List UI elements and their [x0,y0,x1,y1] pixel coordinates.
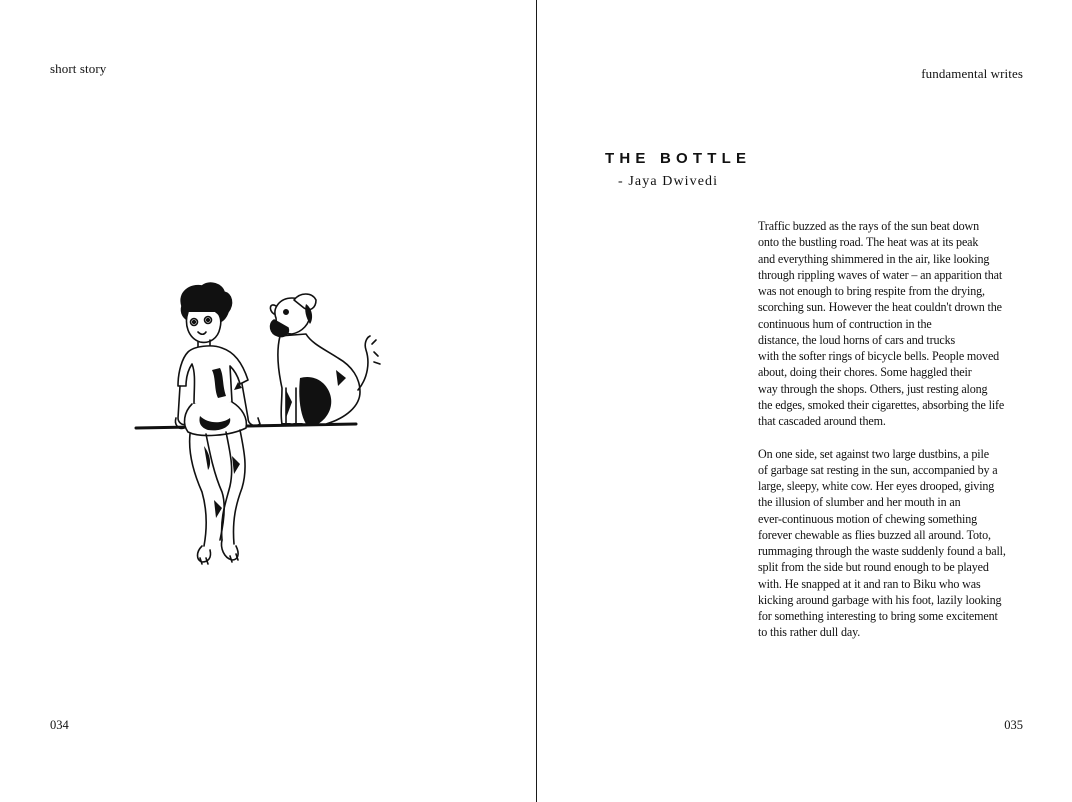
text-line: with the softer rings of bicycle bells. People moved [758,349,1000,363]
text-line: way through the shops. Others, just resting along [758,381,988,396]
text-line: split from the side but round enough to be played [758,560,989,575]
text-line: with. He snapped at it and ran to Biku who was [758,576,981,591]
running-head-left: short story [50,61,107,76]
right-page [537,0,1072,802]
text-line: and everything shimmered in the air, like looking [758,251,990,266]
story-title: THE BOTTLE [605,150,752,167]
running-head-right: fundamental writes [921,66,1023,81]
text-line: rummaging through the waste suddenly found a ball, [758,544,1006,558]
text-line: forever chewable as flies buzzed all around. Toto, [758,527,991,542]
text-line: of garbage sat resting in the sun, accompanied by a [758,462,998,477]
text-line: onto the bustling road. The heat was at its peak [758,235,979,250]
paragraph [758,218,1030,429]
text-line: ever-continuous motion of chewing something [758,511,978,526]
text-line: about, doing their chores. Some haggled their [758,365,972,380]
text-line: Traffic buzzed as the rays of the sun beat down [758,219,979,233]
text-line: scorching sun. However the heat couldn't drown the [758,300,1002,315]
text-line: was not enough to bring respite from the drying, [758,284,985,298]
text-line: On one side, set against two large dustbins, a pile [758,446,989,461]
text-line: that cascaded around them. [758,414,886,428]
text-line: kicking around garbage with his foot, lazily looking [758,592,1002,607]
paragraph [758,446,1030,641]
page-number-left: 034 [50,718,69,732]
boy-and-dog-illustration [130,278,390,578]
text-line: the edges, smoked their cigarettes, absorbing the life [758,397,1005,412]
story-body [758,218,1030,641]
text-line: through rippling waves of water – an apparition that [758,267,1003,282]
text-line: to this rather dull day. [758,625,861,640]
story-author: - Jaya Dwivedi [618,174,719,189]
text-line: distance, the loud horns of cars and trucks [758,332,956,347]
text-line: for something interesting to bring some excitement [758,609,998,623]
text-line: continuous hum of contruction in the [758,316,932,331]
page-number-right: 035 [1004,718,1023,732]
text-line: the illusion of slumber and her mouth in an [758,495,961,510]
text-line: large, sleepy, white cow. Her eyes drooped, giving [758,479,995,493]
